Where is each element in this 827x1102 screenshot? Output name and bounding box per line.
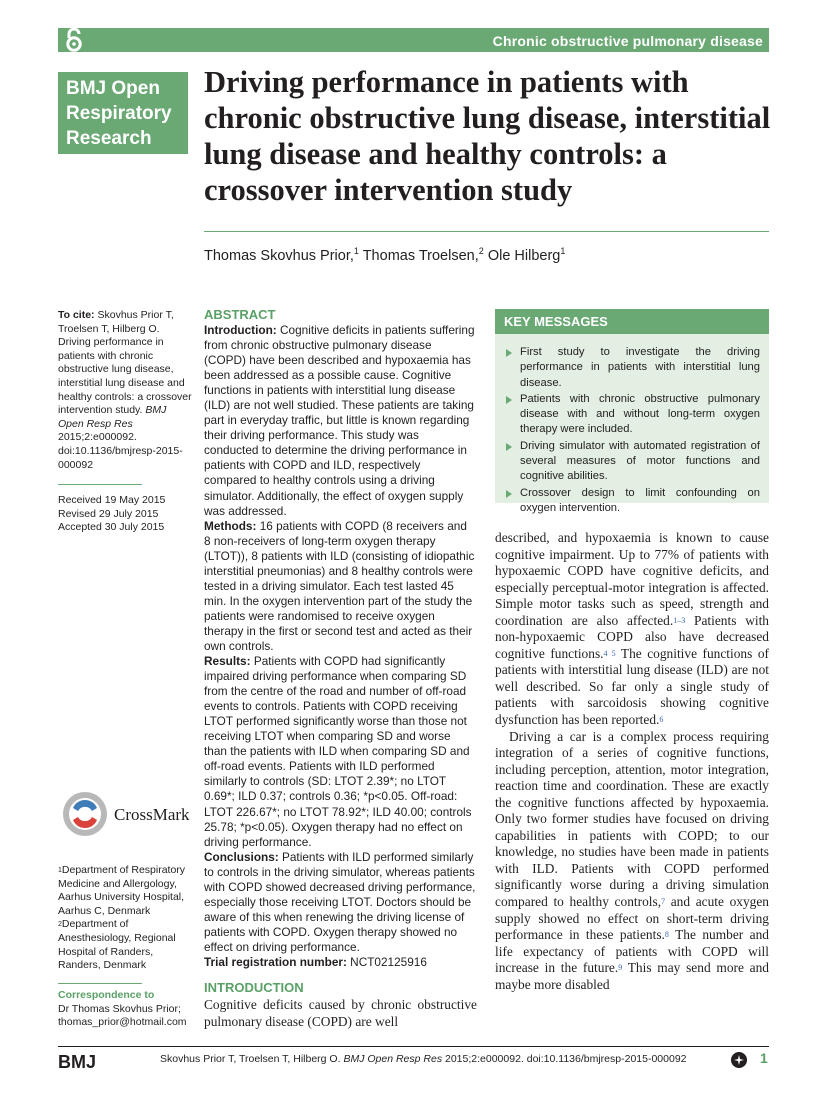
journal-logo	[58, 72, 188, 154]
key-message-item: Driving simulator with automated registration of several measures of motor functions and cognitive abilities.	[504, 439, 760, 485]
abstract-heading: ABSTRACT	[204, 307, 276, 322]
logo-line-2: Respiratory	[66, 103, 172, 124]
abstract-methods-label: Methods:	[204, 518, 257, 533]
intro-text-a: described, and hypoxaemia is known to cause cognitive impairment. Up to 77% of patients with hypoxaemic COPD have cognitive deficits, and especially perceptual-motor integration is affected. Simple motor tasks such as speed, strength and coordination are also affected.	[495, 530, 769, 628]
article-title: Driving performance in patients with chronic obstructive lung disease, interstitial lung disease and healthy controls: a crossover intervention study	[204, 65, 771, 207]
abstract-introduction	[204, 323, 476, 519]
history-block	[58, 494, 193, 535]
intro-text-f: The number and life expectancy of patients with COPD will increase in the future.	[495, 927, 770, 976]
crossmark-badge[interactable]	[62, 788, 192, 840]
correspondence-name: Dr Thomas Skovhus Prior;	[58, 1002, 181, 1015]
reference-link[interactable]: 1–3	[673, 615, 686, 625]
correspondence-block	[58, 989, 193, 1030]
abstract-body	[204, 323, 476, 970]
intro-text-b: Patients with non-hypoxaemic COPD also have decreased cognitive functions.	[495, 612, 770, 661]
author-1-affiliation: 1	[353, 246, 359, 256]
introduction-paragraph-2	[495, 729, 769, 994]
introduction-right-column	[495, 530, 769, 993]
author-1: Thomas Skovhus Prior,	[204, 247, 354, 264]
revised-date: Revised 29 July 2015	[58, 507, 159, 520]
reference-link[interactable]: 6	[659, 715, 664, 725]
abstract-conclusions	[204, 850, 476, 955]
correspondence-divider	[58, 983, 142, 984]
affiliation-2-text: Department of Anesthesiology, Regional Hospital of Randers, Randers, Denmark	[58, 918, 176, 972]
intro-text-d: Driving a car is a complex process requiring integration of a series of cognitive functions, including perception, attention, motor integration, reaction time and coordination. These are exactly the cognitive functions affected by hypoxaemia. Only two former studies have focused on driving capabilities in patients with COPD; to our knowledge, no studies have been made in patients with ILD. Patients with COPD performed significantly worse during a driving simulation compared to healthy controls,	[495, 728, 769, 910]
page-number: 1	[760, 1050, 768, 1066]
key-messages-list	[504, 345, 760, 517]
abstract-results	[204, 654, 476, 850]
citation-journal: BMJ Open Resp Res	[58, 404, 167, 430]
affiliation-2-number: 2	[58, 921, 62, 929]
key-message-item: First study to investigate the driving performance in patients with interstitial lung disease.	[504, 345, 760, 391]
author-list	[204, 246, 565, 264]
correspondence-email[interactable]: thomas_prior@hotmail.com	[58, 1016, 187, 1029]
key-message-item: Patients with chronic obstructive pulmonary disease with and without long-term oxygen therapy were included.	[504, 392, 760, 438]
intro-text-e: and acute oxygen supply showed no effect on short-term driving performance in these patients.	[495, 894, 770, 943]
received-date: Received 19 May 2015	[58, 494, 166, 506]
abstract-methods-text: 16 patients with COPD (8 receivers and 8 non-receivers of long-term oxygen therapy (LTOT)), 8 patients with ILD (consisting of idiopathic interstitial pneumonias) and 8 healthy controls were tested in a driving simulator. Each test lasted 45 min. In the oxygen intervention part of the study the patients were randomised to receive oxygen therapy in the first or second test and acted as their own controls.	[204, 518, 475, 653]
intro-text-g: This may send more and maybe more disabled	[495, 960, 769, 992]
author-2-affiliation: 2	[478, 246, 484, 256]
introduction-paragraph-1-continued	[495, 530, 769, 729]
reference-link[interactable]: 8	[664, 930, 669, 940]
abstract-methods	[204, 519, 476, 654]
sidebar-divider	[58, 484, 142, 485]
abstract-intro-label: Introduction:	[204, 323, 277, 337]
footer-doi: 2015;2:e000092. doi:10.1136/bmjresp-2015-000092	[442, 1053, 687, 1065]
abstract-results-text: Patients with COPD had significantly impaired driving performance when comparing SD from the centre of the road and number of off-road events to controls. Patients with COPD receiving LTOT performed significantly worse than those not receiving LTOT when comparing SD and worse than the patients with ILD when comparing SD and off-road events. Patients with ILD performed similarly to controls (SD: LTOT 2.39*; no LTOT 0.69*; ILD 0.37; controls 0.36; *p<0.05. Off-road: LTOT 226.67*; no LTOT 78.92*; ILD 40.00; controls 25.78; *p<0.05). Oxygen therapy had no effect on driving performance.	[204, 654, 472, 849]
author-3: Ole Hilberg	[487, 247, 561, 264]
title-divider	[204, 231, 769, 232]
intro-text-c: The cognitive functions of patients with interstitial lung disease (ILD) are not well described. So far only a single study of patients with sarcoidosis showing cognitive dysfunction has been reported.	[495, 645, 769, 728]
abstract-intro-text: Cognitive deficits in patients suffering from chronic obstructive pulmonary disease (COPD) have been described and hypoxaemia has been addressed as a possible cause. Cognitive functions in patients with interstitial lung disease (ILD) are not well studied. These patients are taking part in everyday traffic, but little is known regarding their driving performance. This study was conducted to determine the driving performance in patients with COPD and ILD, respectively compared to healthy controls using a driving simulator. Additionally, the effect of oxygen supply was addressed.	[204, 323, 475, 518]
key-message-item: Crossover design to limit confounding on oxygen intervention.	[504, 486, 760, 517]
correspondence-label: Correspondence to	[58, 989, 155, 1001]
author-3-affiliation: 1	[560, 246, 566, 256]
logo-line-1: BMJ Open	[66, 78, 160, 99]
citation-block	[58, 309, 193, 472]
introduction-paragraph-1-start: Cognitive deficits caused by chronic obstructive pulmonary disease (COPD) are well	[204, 997, 477, 1029]
footer-divider	[58, 1046, 769, 1047]
affiliation-1-text: Department of Respiratory Medicine and Allergology, Aarhus University Hospital, Aarhus C, Denmark	[58, 864, 186, 917]
trial-registration-number: NCT02125916	[346, 954, 427, 969]
affiliation-1-number: 1	[58, 867, 62, 874]
logo-line-3: Research	[66, 128, 152, 149]
reference-link[interactable]: 7	[661, 897, 666, 907]
to-cite-text: Skovhus Prior T, Troelsen T, Hilberg O. Driving performance in patients with chronic obstructive lung disease, interstitial lung disease and healthy controls: a crossover intervention study.	[58, 309, 192, 417]
section-label: Chronic obstructive pulmonary disease	[492, 33, 763, 49]
abstract-conclusions-text: Patients with ILD performed similarly to controls in the driving simulator, whereas patients with COPD showed decreased driving performance, especially those receiving LTOT. Doctors should be aware of this when renewing the driving license of patients with COPD. Oxygen therapy showed no effect on driving performance.	[204, 849, 476, 954]
footer-journal: BMJ Open Resp Res	[340, 1053, 443, 1065]
citation-doi: 2015;2:e000092. doi:10.1136/bmjresp-2015-000092	[58, 431, 183, 471]
introduction-heading: INTRODUCTION	[204, 980, 304, 995]
abstract-results-label: Results:	[204, 654, 251, 669]
affiliation-2	[58, 918, 193, 972]
footer-citation	[160, 1053, 687, 1065]
publisher-logo: BMJ	[58, 1052, 97, 1072]
affiliation-1	[58, 864, 193, 918]
affiliations	[58, 864, 193, 973]
abstract-trial-registration	[204, 955, 476, 970]
copyright-icon	[731, 1052, 747, 1068]
reference-link[interactable]: 4 5	[603, 648, 616, 658]
author-2: Thomas Troelsen,	[362, 247, 479, 264]
key-messages-heading: KEY MESSAGES	[495, 309, 769, 334]
trial-registration-label: Trial registration number:	[204, 954, 347, 969]
crossmark-label: CrossMark	[114, 805, 190, 824]
open-access-icon	[64, 27, 84, 53]
reference-link[interactable]: 9	[618, 963, 623, 973]
footer-authors: Skovhus Prior T, Troelsen T, Hilberg O.	[160, 1053, 341, 1065]
abstract-conclusions-label: Conclusions:	[204, 849, 279, 864]
to-cite-label: To cite:	[58, 309, 95, 321]
accepted-date: Accepted 30 July 2015	[58, 521, 165, 534]
